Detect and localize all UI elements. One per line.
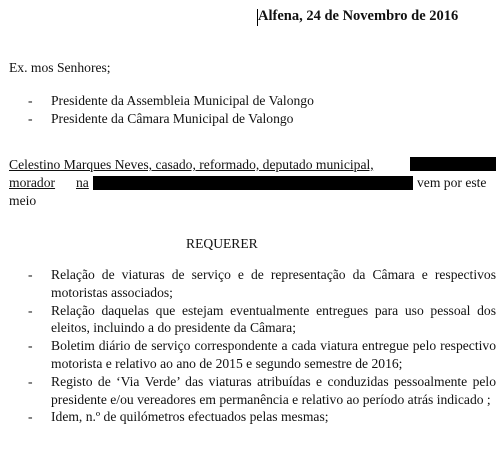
intro-line — [9, 174, 496, 192]
request-text: Relação daquelas que estejam eventualmente entregues para uso pessoal dos eleitos, incluindo a do presidente da Câmara; — [51, 302, 496, 336]
recipient-text: Presidente da Câmara Municipal de Valongo — [51, 111, 294, 126]
request-item — [28, 302, 496, 338]
intro-line-text: na — [76, 175, 89, 190]
request-text: Idem, n.º de quilómetros efectuados pelas mesmas; — [51, 409, 329, 425]
request-item — [28, 373, 496, 409]
intro-line-text: meio — [9, 193, 37, 208]
request-item — [28, 337, 496, 373]
greeting: Ex. mos Senhores; — [9, 60, 111, 75]
intro-line-text: morador — [9, 175, 56, 190]
redaction-block — [410, 157, 496, 171]
section-heading: REQUERER — [186, 236, 258, 251]
bullet-dash: - — [28, 409, 33, 425]
request-list — [28, 266, 496, 426]
bullet-dash: - — [28, 373, 33, 389]
intro-line — [9, 156, 496, 174]
request-text: Registo de ‘Via Verde’ das viaturas atribuídas e conduzidas pessoalmente pelo presidente e/ou vereadores em permanência e relativo ao período atrás indicado ; — [51, 373, 496, 407]
bullet-dash: - — [28, 338, 33, 354]
request-item — [28, 266, 496, 302]
intro-line-text: vem por este — [417, 175, 487, 190]
intro-paragraph — [9, 156, 496, 210]
request-item — [28, 408, 496, 426]
request-text: Relação de viaturas de serviço e de representação da Câmara e respectivos motoristas associados; — [51, 267, 496, 300]
bullet-dash: - — [28, 111, 33, 126]
intro-line-text: Celestino Marques Neves, casado, reformado, deputado municipal, — [9, 157, 374, 172]
bullet-dash: - — [28, 302, 33, 318]
bullet-dash: - — [28, 93, 33, 108]
redaction-block — [93, 176, 413, 190]
request-text: Boletim diário de serviço correspondente a cada viatura entregue pelo respectivo motorista e relativo ao ano de 2015 e segundo semestre de 2016; — [51, 338, 496, 371]
bullet-dash: - — [28, 267, 33, 282]
letter-date: Alfena, 24 de Novembro de 2016 — [258, 8, 459, 24]
recipient-text: Presidente da Assembleia Municipal de Valongo — [51, 93, 314, 108]
